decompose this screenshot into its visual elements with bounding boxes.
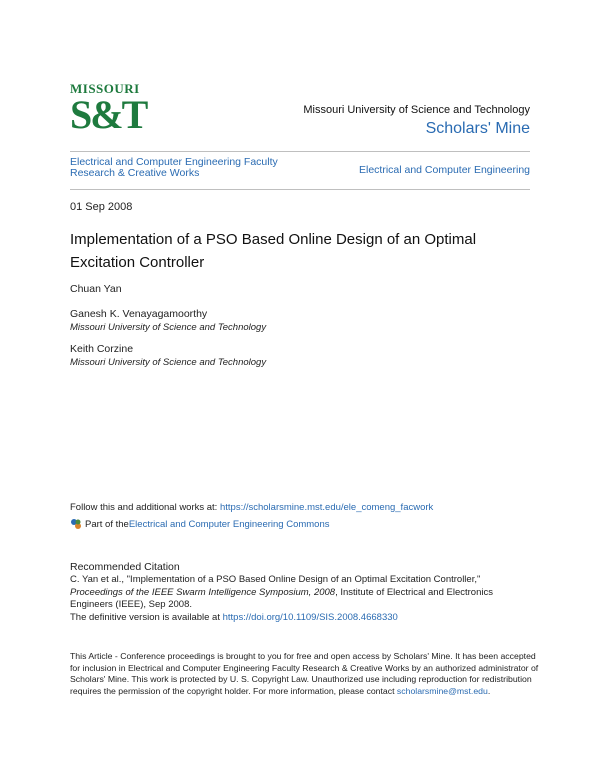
section-divider: [70, 189, 530, 190]
doi-link[interactable]: https://doi.org/10.1109/SIS.2008.4668330: [222, 611, 398, 623]
institution-name: Missouri University of Science and Technology: [303, 104, 530, 116]
citation-line-3: Engineers (IEEE), Sep 2008.: [70, 599, 192, 610]
citation-journal: Proceedings of the IEEE Swarm Intelligence Symposium, 2008: [70, 586, 336, 598]
follow-url-link[interactable]: https://scholarsmine.mst.edu/ele_comeng_facwork: [219, 502, 434, 513]
publication-date: 01 Sep 2008: [70, 201, 133, 213]
notice-text: This Article - Conference proceedings is brought to you for free and open access by Scholars' Mine. It has been accepted for inclusion in Electrical and Computer Engineering Faculty Research & Creative Works by an authorized administrator of Scholars' Mine. This work is protected by U. S. Copyright Law. Unauthorized use including reproduction for redistribution requires the permission of the copyright holder. For more information, please contact: [70, 651, 539, 696]
author-name: Keith Corzine: [70, 343, 134, 355]
part-of-prefix: Part of the: [85, 518, 129, 530]
collection-link[interactable]: Electrical and Computer Engineering Faculty Research & Creative Works: [70, 156, 278, 179]
citation-line-2-rest: , Institute of Electrical and Electronics: [335, 586, 493, 598]
follow-line: [70, 502, 433, 513]
author-name: Ganesh K. Venayagamoorthy: [70, 308, 208, 320]
author-2: [70, 308, 266, 334]
header-divider: [70, 151, 530, 152]
paper-title: Implementation of a PSO Based Online Design of an Optimal Excitation Controller: [70, 231, 477, 271]
part-of-line: [70, 518, 330, 530]
recommended-citation-heading: Recommended Citation: [70, 561, 180, 573]
copyright-notice: [70, 651, 540, 697]
follow-prefix: Follow this and additional works at:: [70, 502, 220, 513]
notice-end: .: [487, 685, 491, 696]
doi-line: [70, 612, 540, 625]
contact-email-link[interactable]: scholarsmine@mst.edu: [396, 685, 488, 696]
citation-line-2: [70, 587, 540, 600]
author-name: Chuan Yan: [70, 283, 122, 295]
citation-block: [70, 574, 540, 624]
author-1: [70, 283, 122, 296]
logo-main-text: S&T: [70, 92, 147, 137]
doi-prefix: The definitive version is available at: [70, 611, 223, 623]
author-affiliation: Missouri University of Science and Technology: [70, 322, 267, 333]
commons-link[interactable]: Electrical and Computer Engineering Commons: [128, 518, 330, 530]
citation-line-1: C. Yan et al., "Implementation of a PSO Based Online Design of an Optimal Excitation Controller,": [70, 574, 481, 585]
author-affiliation: Missouri University of Science and Technology: [70, 357, 267, 368]
department-link[interactable]: Electrical and Computer Engineering: [358, 164, 530, 176]
repository-link[interactable]: Scholars' Mine: [425, 120, 530, 137]
logo-top-text: MISSOURI: [70, 81, 140, 96]
author-3: [70, 343, 266, 369]
missouri-st-logo: [70, 81, 147, 138]
open-access-icon: [70, 518, 82, 530]
